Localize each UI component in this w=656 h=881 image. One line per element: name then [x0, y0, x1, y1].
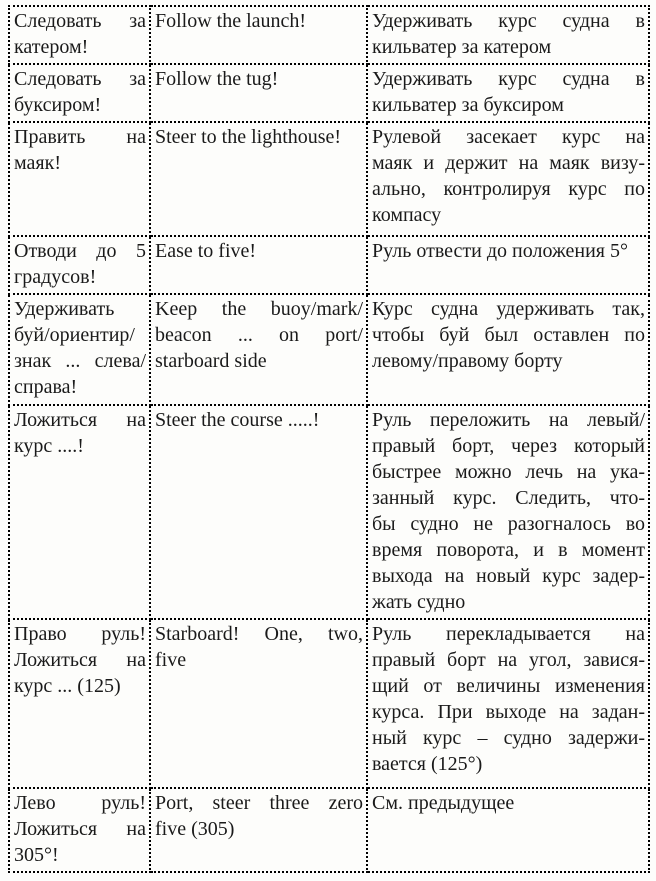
- cell-command-ru: Править на маяк!: [9, 122, 150, 236]
- cell-explanation-ru: Руль перекладывается на правый борт на угол, завися- щий от величины изменения курса. При выходе на задан- ный курс – судно задержи- вается (125°): [367, 619, 649, 788]
- cell-explanation-ru: Удерживать курс судна в кильватер за буксиром: [367, 64, 649, 122]
- cell-command-en: Starboard! One, two, five: [150, 619, 367, 788]
- cell-command-en: Follow the launch!: [150, 6, 367, 64]
- cell-command-en: Keep the buoy/mark/ beacon ... on port/ starboard side: [150, 294, 367, 405]
- cell-command-en: Follow the tug!: [150, 64, 367, 122]
- table-row: [9, 236, 649, 294]
- table-row: [9, 122, 649, 236]
- cell-explanation-ru: Руль переложить на левый/ правый борт, через который быстрее можно лечь на ука- занный курс. Следить, что- бы судно не разогналось во время поворота, и в момент выхода на новый курс задер- жать судно: [367, 405, 649, 619]
- table-row: [9, 294, 649, 405]
- table-row: [9, 619, 649, 788]
- table-row: [9, 405, 649, 619]
- cell-command-ru: Лево руль! Ложиться на 305°!: [9, 788, 150, 872]
- cell-command-ru: Следовать за катером!: [9, 6, 150, 64]
- cell-explanation-ru: Удерживать курс судна в кильватер за катером: [367, 6, 649, 64]
- cell-command-en: Ease to five!: [150, 236, 367, 294]
- cell-command-en: Steer to the lighthouse!: [150, 122, 367, 236]
- cell-command-ru: Право руль! Ложиться на курс ... (125): [9, 619, 150, 788]
- cell-explanation-ru: Курс судна удерживать так, чтобы буй был оставлен по левому/правому борту: [367, 294, 649, 405]
- cell-command-en: Port, steer three zero five (305): [150, 788, 367, 872]
- cell-command-ru: Удерживать буй/ориентир/ знак ... слева/ справа!: [9, 294, 150, 405]
- cell-command-ru: Отводи до 5 градусов!: [9, 236, 150, 294]
- helm-commands-table: [8, 5, 650, 873]
- table-row: [9, 64, 649, 122]
- cell-explanation-ru: См. предыдущее: [367, 788, 649, 872]
- cell-explanation-ru: Руль отвести до положения 5°: [367, 236, 649, 294]
- cell-explanation-ru: Рулевой засекает курс на маяк и держит на маяк визу- ально, контролируя курс по компасу: [367, 122, 649, 236]
- table-row: [9, 6, 649, 64]
- cell-command-en: Steer the course .....!: [150, 405, 367, 619]
- cell-command-ru: Следовать за буксиром!: [9, 64, 150, 122]
- table-row: [9, 788, 649, 872]
- cell-command-ru: Ложиться на курс ....!: [9, 405, 150, 619]
